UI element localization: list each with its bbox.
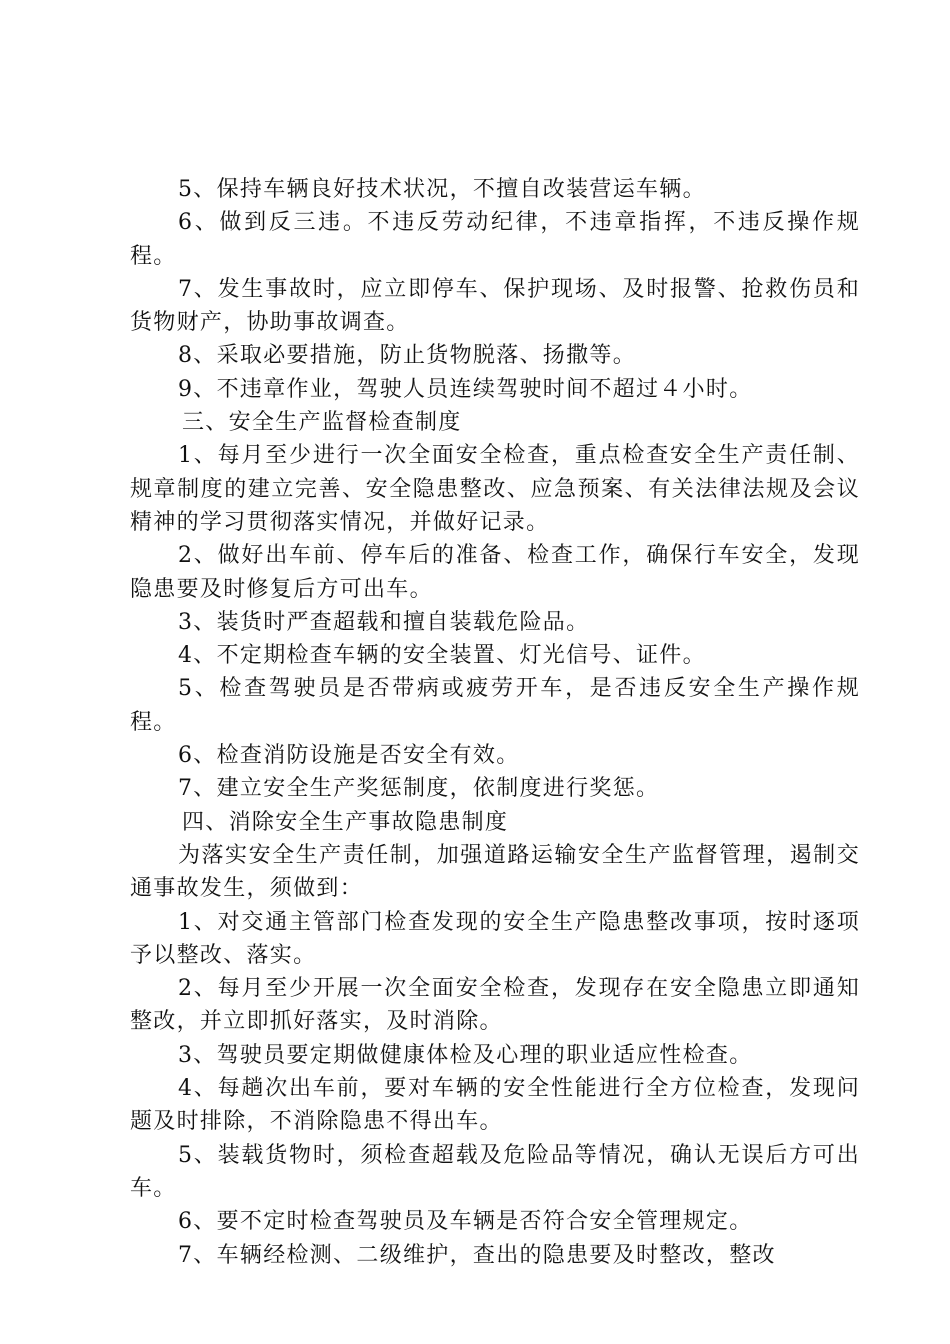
paragraph: 7、车辆经检测、二级维护，查出的隐患要及时整改，整改	[178, 1242, 776, 1268]
paragraph: 3、装货时严查超载和擅自装载危险品。	[178, 609, 590, 635]
paragraph: 为落实安全生产责任制，加强道路运输安全生产监督管理，遏制交通事故发生，须做到：	[130, 842, 860, 902]
document-body	[130, 173, 860, 1272]
paragraph: 1、对交通主管部门检查发现的安全生产隐患整改事项，按时逐项予以整改、落实。	[130, 909, 860, 968]
paragraph: 6、要不定时检查驾驶员及车辆是否符合安全管理规定。	[178, 1209, 753, 1235]
paragraph: 5、装载货物时，须检查超载及危险品等情况，确认无误后方可出车。	[130, 1142, 860, 1201]
paragraph: 5、保持车辆良好技术状况，不擅自改装营运车辆。	[178, 177, 706, 202]
paragraph: 7、发生事故时，应立即停车、保护现场、及时报警、抢救伤员和货物财产，协助事故调查。	[130, 276, 860, 336]
section-heading: 三、安全生产监督检查制度	[182, 410, 462, 436]
paragraph: 2、做好出车前、停车后的准备、检查工作，确保行车安全，发现隐患要及时修复后方可出车。	[130, 543, 860, 602]
paragraph: 2、每月至少开展一次全面安全检查，发现存在安全隐患立即通知整改，并立即抓好落实，及时消除。	[130, 976, 860, 1035]
paragraph: 9、不违章作业，驾驶人员连续驾驶时间不超过４小时。	[178, 376, 753, 402]
paragraph: 7、建立安全生产奖惩制度，依制度进行奖惩。	[178, 776, 660, 802]
section-heading: 四、消除安全生产事故隐患制度	[182, 809, 509, 835]
paragraph: 4、每趟次出车前，要对车辆的安全性能进行全方位检查，发现问题及时排除，不消除隐患不得出车。	[130, 1076, 860, 1135]
paragraph: 1、每月至少进行一次全面安全检查，重点检查安全生产责任制、规章制度的建立完善、安全隐患整改、应急预案、有关法律法规及会议精神的学习贯彻落实情况，并做好记录。	[130, 443, 860, 535]
paragraph: 8、采取必要措施，防止货物脱落、扬撒等。	[178, 343, 636, 369]
paragraph: 5、检查驾驶员是否带病或疲劳开车，是否违反安全生产操作规程。	[130, 676, 860, 735]
paragraph: 6、做到反三违。不违反劳动纪律，不违章指挥，不违反操作规程。	[130, 210, 860, 269]
paragraph: 4、不定期检查车辆的安全装置、灯光信号、证件。	[178, 643, 706, 669]
paragraph: 3、驾驶员要定期做健康体检及心理的职业适应性检查。	[178, 1042, 753, 1068]
paragraph: 6、检查消防设施是否安全有效。	[178, 743, 520, 769]
